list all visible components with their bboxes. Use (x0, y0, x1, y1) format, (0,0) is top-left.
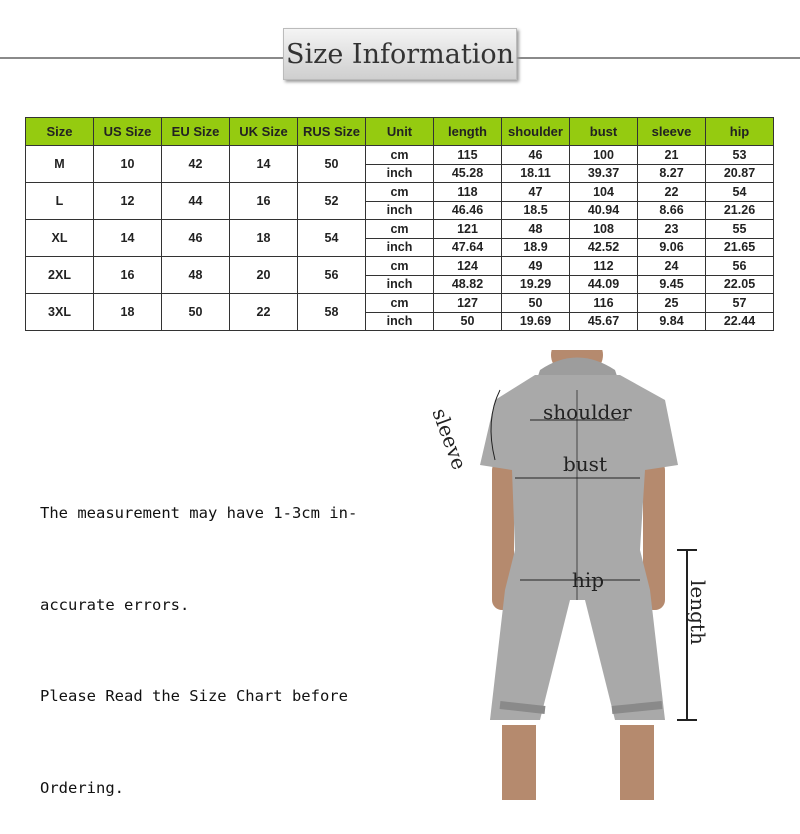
table-cell: inch (366, 312, 434, 331)
table-row (26, 220, 774, 239)
table-row (26, 183, 774, 202)
size-table (25, 117, 774, 331)
table-cell: 57 (706, 294, 774, 313)
table-cell: 124 (434, 257, 502, 276)
table-cell: inch (366, 275, 434, 294)
column-header: Unit (366, 118, 434, 146)
table-row (26, 146, 774, 165)
table-cell: 10 (94, 146, 162, 183)
table-cell: 40.94 (570, 201, 638, 220)
table-cell: 22 (230, 294, 298, 331)
column-header: sleeve (638, 118, 706, 146)
table-cell: 18.5 (502, 201, 570, 220)
table-cell: 8.66 (638, 201, 706, 220)
column-header: UK Size (230, 118, 298, 146)
table-cell: 48.82 (434, 275, 502, 294)
table-cell: 23 (638, 220, 706, 239)
table-cell: 14 (230, 146, 298, 183)
table-cell: 18 (230, 220, 298, 257)
note-line: Ordering. (40, 778, 124, 797)
table-cell: 9.84 (638, 312, 706, 331)
table-cell: 22.05 (706, 275, 774, 294)
table-cell: 127 (434, 294, 502, 313)
table-cell: 25 (638, 294, 706, 313)
label-shoulder: shoulder (543, 400, 632, 424)
table-cell: 118 (434, 183, 502, 202)
label-hip: hip (572, 568, 605, 592)
table-cell: 46 (162, 220, 230, 257)
table-cell: 50 (434, 312, 502, 331)
column-header: US Size (94, 118, 162, 146)
table-cell: 16 (94, 257, 162, 294)
table-row (26, 294, 774, 313)
table-cell: inch (366, 238, 434, 257)
table-cell: 116 (570, 294, 638, 313)
measurement-note (40, 437, 357, 834)
table-cell: 58 (298, 294, 366, 331)
table-cell: 48 (502, 220, 570, 239)
table-cell: 21.65 (706, 238, 774, 257)
table-cell: 8.27 (638, 164, 706, 183)
table-cell: 44 (162, 183, 230, 220)
title-rule-left (0, 57, 283, 59)
title-rule-right (515, 57, 800, 59)
note-line: The measurement may have 1-3cm in- (40, 504, 358, 522)
label-sleeve: sleeve (427, 405, 472, 473)
table-cell: cm (366, 257, 434, 276)
column-header: length (434, 118, 502, 146)
table-cell: 18.11 (502, 164, 570, 183)
note-line: Please Read the Size Chart before (40, 687, 348, 705)
table-cell: 47 (502, 183, 570, 202)
column-header: RUS Size (298, 118, 366, 146)
table-cell: 42 (162, 146, 230, 183)
table-cell: 56 (298, 257, 366, 294)
garment-figure (427, 350, 740, 800)
table-header-row (26, 118, 774, 146)
table-cell: 100 (570, 146, 638, 165)
table-cell: 56 (706, 257, 774, 276)
table-cell: cm (366, 220, 434, 239)
table-cell: 22.44 (706, 312, 774, 331)
note-line: accurate errors. (40, 595, 190, 614)
table-cell: 21.26 (706, 201, 774, 220)
column-header: EU Size (162, 118, 230, 146)
column-header: shoulder (502, 118, 570, 146)
table-cell: 2XL (26, 257, 94, 294)
table-cell: 46.46 (434, 201, 502, 220)
table-cell: inch (366, 164, 434, 183)
table-cell: 52 (298, 183, 366, 220)
table-cell: XL (26, 220, 94, 257)
table-cell: 53 (706, 146, 774, 165)
table-cell: L (26, 183, 94, 220)
table-cell: 22 (638, 183, 706, 202)
table-cell: 47.64 (434, 238, 502, 257)
table-cell: 49 (502, 257, 570, 276)
table-cell: 108 (570, 220, 638, 239)
table-cell: 46 (502, 146, 570, 165)
table-cell: 18.9 (502, 238, 570, 257)
table-cell: cm (366, 146, 434, 165)
table-cell: cm (366, 294, 434, 313)
table-cell: 42.52 (570, 238, 638, 257)
table-cell: 18 (94, 294, 162, 331)
table-cell: 50 (502, 294, 570, 313)
table-cell: 104 (570, 183, 638, 202)
table-cell: 19.29 (502, 275, 570, 294)
table-cell: 50 (298, 146, 366, 183)
table-cell: 44.09 (570, 275, 638, 294)
page-title: Size Information (283, 28, 517, 80)
table-cell: 39.37 (570, 164, 638, 183)
table-row (26, 257, 774, 276)
table-cell: 14 (94, 220, 162, 257)
label-length: length (686, 580, 710, 645)
table-cell: 54 (706, 183, 774, 202)
table-cell: 112 (570, 257, 638, 276)
table-cell: 20 (230, 257, 298, 294)
table-cell: 9.45 (638, 275, 706, 294)
table-cell: 45.28 (434, 164, 502, 183)
table-cell: 20.87 (706, 164, 774, 183)
table-cell: 3XL (26, 294, 94, 331)
table-cell: 45.67 (570, 312, 638, 331)
table-cell: 16 (230, 183, 298, 220)
label-bust: bust (563, 452, 607, 476)
table-cell: 54 (298, 220, 366, 257)
column-header: Size (26, 118, 94, 146)
table-cell: 9.06 (638, 238, 706, 257)
table-cell: inch (366, 201, 434, 220)
table-cell: 48 (162, 257, 230, 294)
table-cell: M (26, 146, 94, 183)
table-cell: 12 (94, 183, 162, 220)
table-cell: 55 (706, 220, 774, 239)
table-cell: 19.69 (502, 312, 570, 331)
column-header: hip (706, 118, 774, 146)
table-cell: 21 (638, 146, 706, 165)
table-cell: cm (366, 183, 434, 202)
table-cell: 50 (162, 294, 230, 331)
table-cell: 115 (434, 146, 502, 165)
table-cell: 121 (434, 220, 502, 239)
table-cell: 24 (638, 257, 706, 276)
column-header: bust (570, 118, 638, 146)
